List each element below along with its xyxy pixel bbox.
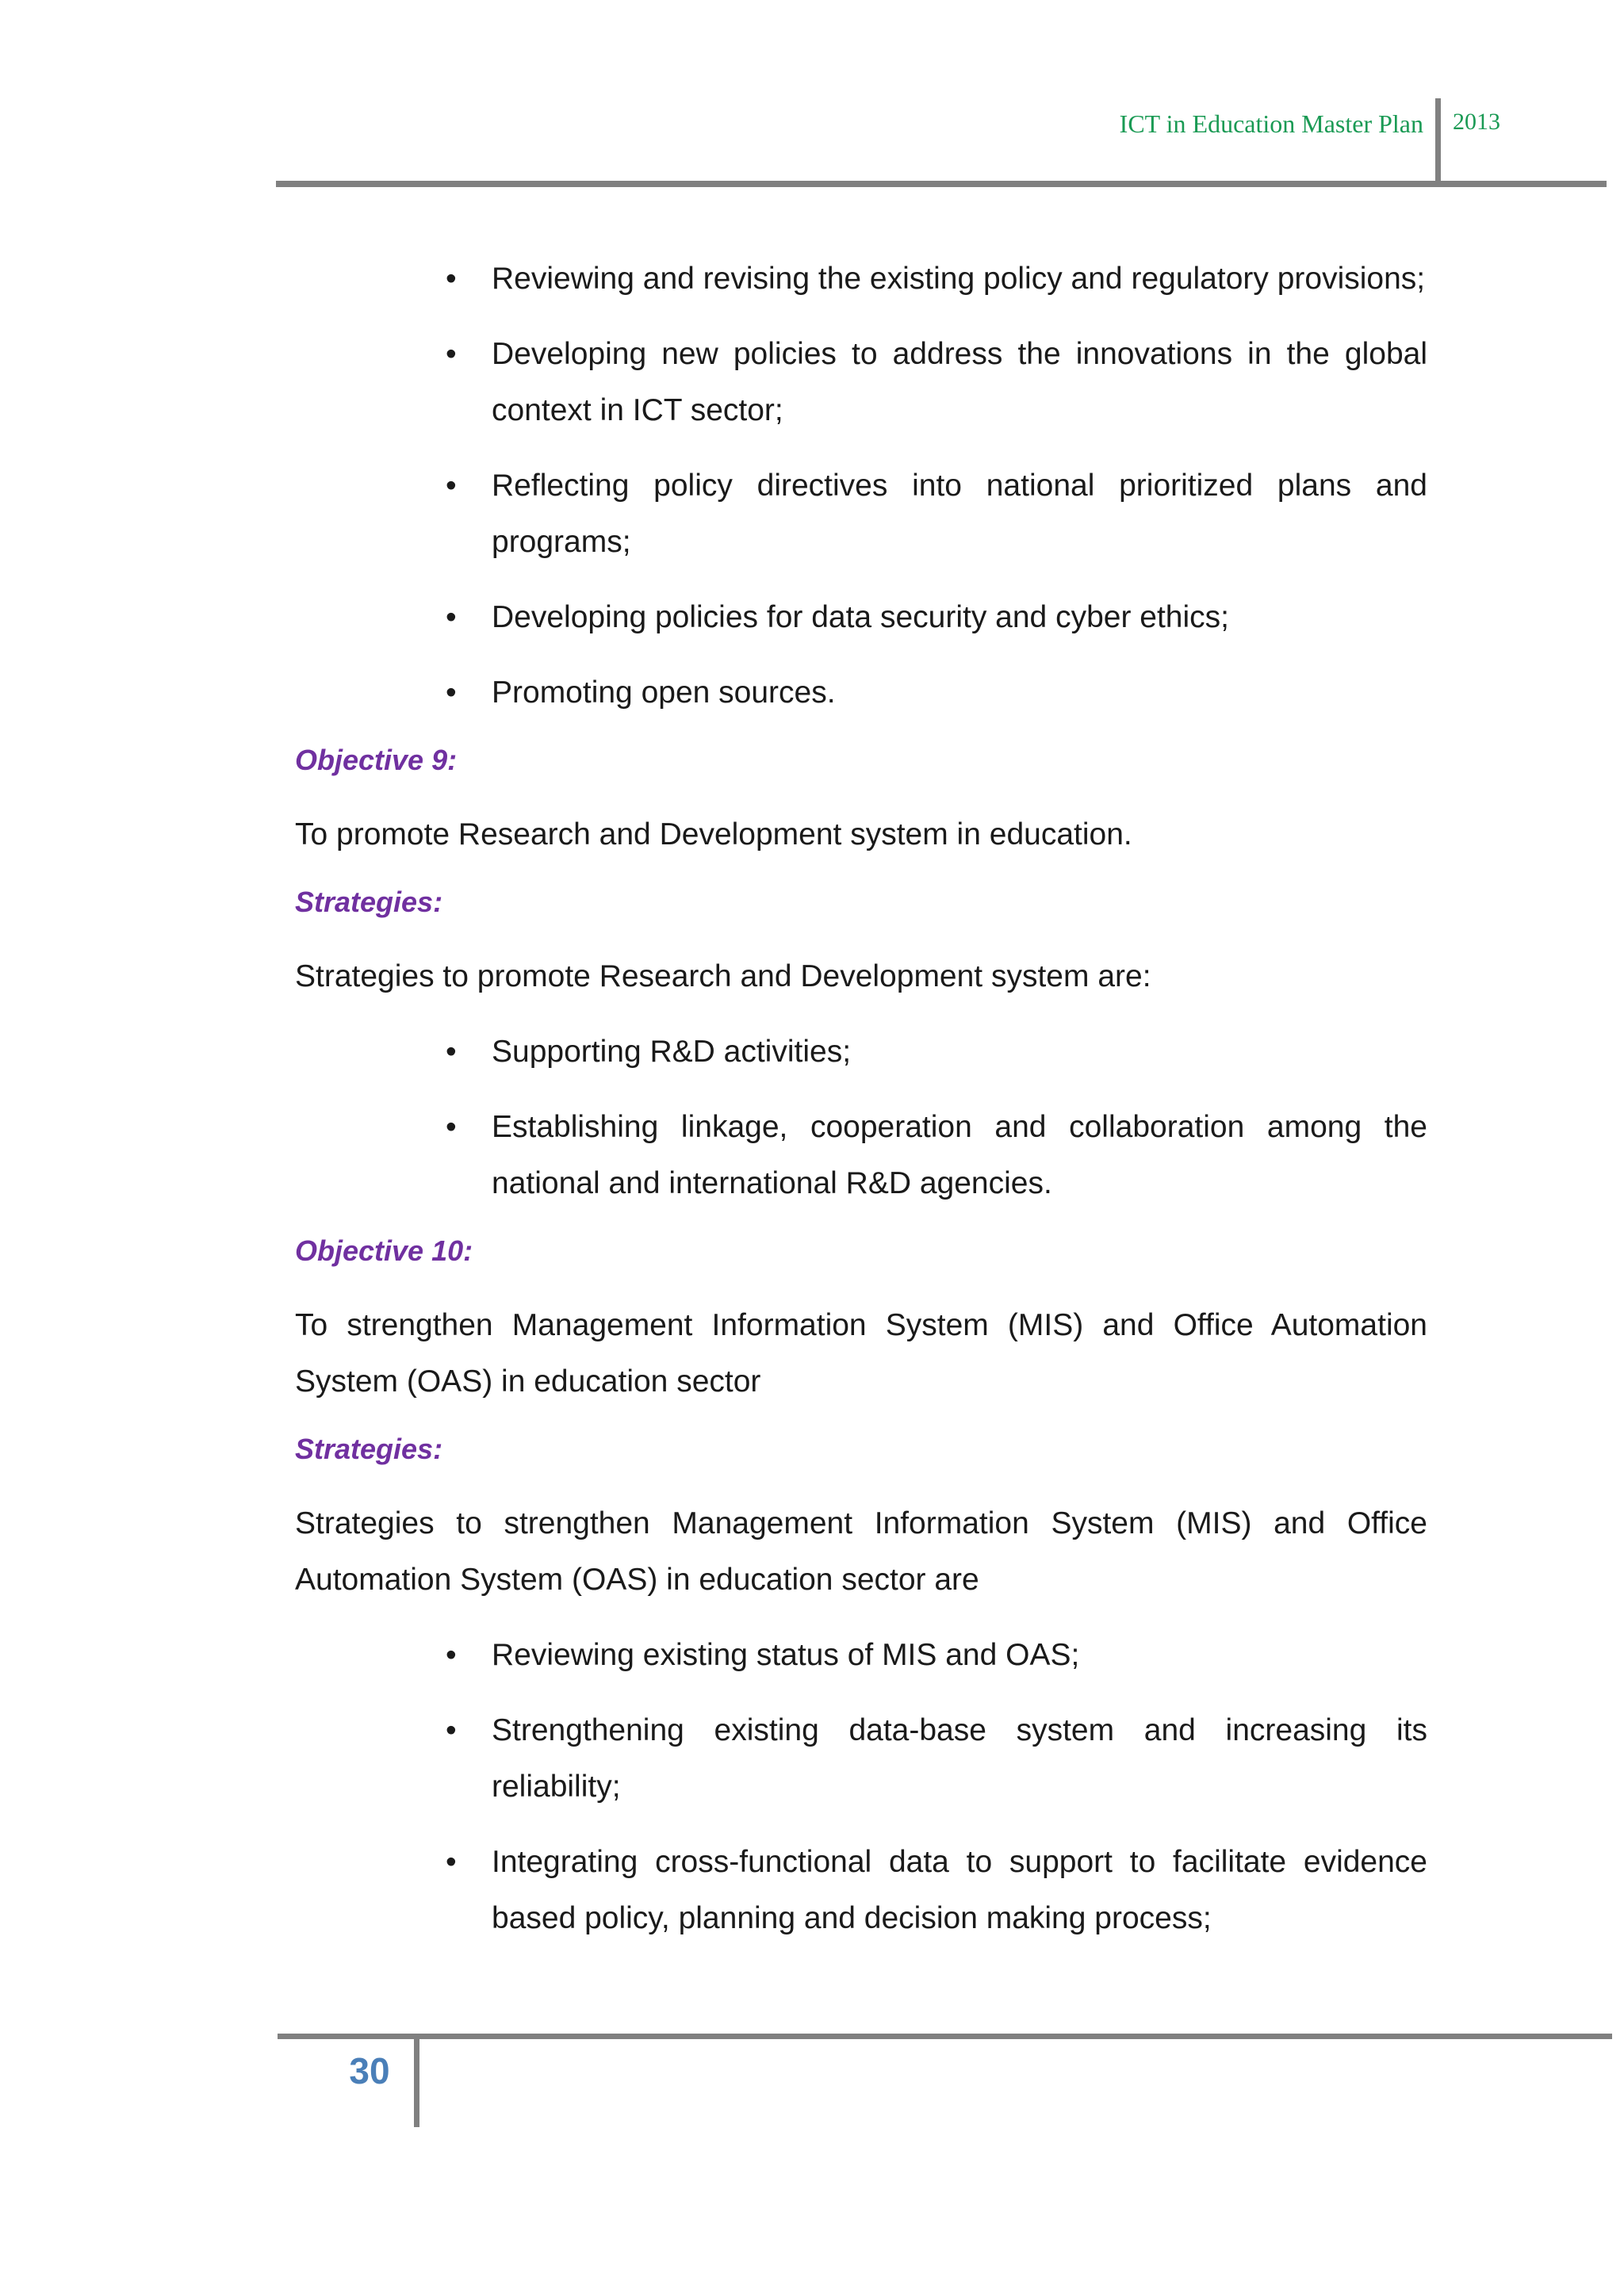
list-item-text: Developing new policies to address the innovations in the global context in ICT sector; xyxy=(492,337,1427,427)
list-item-text: Supporting R&D activities; xyxy=(492,1035,852,1069)
objective-10-text: To strengthen Management Information System (MIS) and Office Automation System (OAS) in education sector xyxy=(295,1308,1427,1399)
bullet-icon: • xyxy=(446,600,457,634)
bullet-icon: • xyxy=(446,675,457,710)
objective-10-strategies-intro: Strategies to strengthen Management Information System (MIS) and Office Automation System (OAS) in education sector are xyxy=(295,1506,1427,1597)
header-divider-vertical xyxy=(1435,98,1441,186)
objective-9-heading: Objective 9: xyxy=(295,744,458,776)
list-item-text: Reviewing existing status of MIS and OAS; xyxy=(492,1638,1080,1672)
list-item xyxy=(295,664,1427,721)
header-title: ICT in Education Master Plan xyxy=(1119,109,1423,138)
objective-10-strategies-list xyxy=(295,1627,1427,1946)
bullet-icon: • xyxy=(446,1110,457,1144)
header-rule xyxy=(276,181,1607,187)
list-item xyxy=(295,1627,1427,1683)
bullet-icon: • xyxy=(446,1638,457,1672)
objective-9-strategies-intro: Strategies to promote Research and Development system are: xyxy=(295,959,1151,993)
list-item xyxy=(295,251,1427,307)
list-item xyxy=(295,1834,1427,1946)
bullet-icon: • xyxy=(446,1845,457,1879)
list-item-text: Reflecting policy directives into national prioritized plans and programs; xyxy=(492,469,1427,559)
objective-9-strategies-heading: Strategies: xyxy=(295,886,443,918)
footer-divider-vertical xyxy=(414,2034,419,2127)
list-item xyxy=(295,589,1427,645)
list-item xyxy=(295,1702,1427,1815)
list-item xyxy=(295,326,1427,438)
list-item-text: Strengthening existing data-base system and increasing its reliability; xyxy=(492,1713,1427,1804)
bullet-icon: • xyxy=(446,1035,457,1069)
bullet-icon: • xyxy=(446,469,457,503)
objective-9-text: To promote Research and Development system in education. xyxy=(295,817,1132,851)
list-item-text: Integrating cross-functional data to support to facilitate evidence based policy, planning and decision making process; xyxy=(492,1845,1427,1935)
policy-strategies-list xyxy=(295,251,1427,721)
list-item xyxy=(295,1099,1427,1211)
list-item-text: Reviewing and revising the existing policy and regulatory provisions; xyxy=(492,262,1426,296)
bullet-icon: • xyxy=(446,337,457,371)
list-item xyxy=(295,457,1427,570)
page-number: 30 xyxy=(349,2050,390,2091)
objective-9-strategies-list xyxy=(295,1024,1427,1211)
footer-rule xyxy=(278,2034,1612,2039)
list-item-text: Developing policies for data security and cyber ethics; xyxy=(492,600,1229,634)
page-content xyxy=(295,251,1427,1965)
list-item xyxy=(295,1024,1427,1080)
list-item-text: Promoting open sources. xyxy=(492,675,836,710)
bullet-icon: • xyxy=(446,1713,457,1747)
bullet-icon: • xyxy=(446,262,457,296)
objective-10-heading: Objective 10: xyxy=(295,1234,473,1267)
header-year: 2013 xyxy=(1453,109,1500,135)
list-item-text: Establishing linkage, cooperation and collaboration among the national and international R&D agencies. xyxy=(492,1110,1427,1200)
objective-10-strategies-heading: Strategies: xyxy=(295,1433,443,1465)
